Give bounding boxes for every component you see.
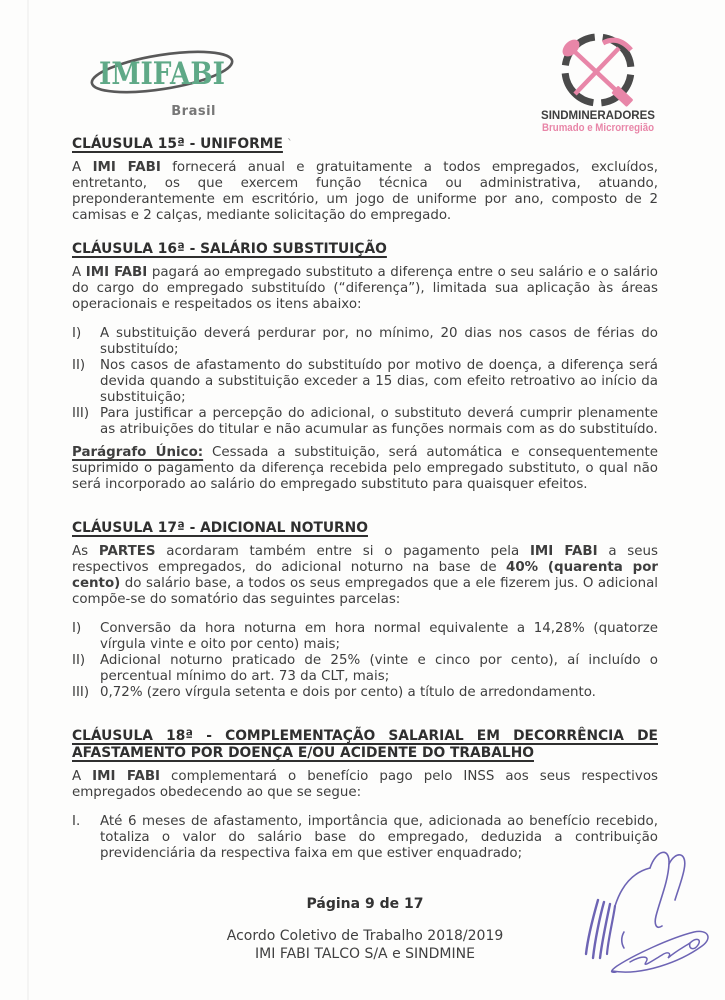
page-footer <box>72 896 658 962</box>
clause-18-section <box>72 728 658 862</box>
sindmineradores-logo <box>527 30 669 138</box>
clause-16-title: CLÁUSULA 16ª - SALÁRIO SUBSTITUIÇÃO <box>72 241 387 257</box>
list-text: Adicional noturno praticado de 25% (vinte e cinco por cento), aí incluído o percentual mínimo do art. 73 da CLT, mais; <box>100 653 658 684</box>
list-marker: III) <box>72 685 90 700</box>
clause-17-list <box>72 621 658 701</box>
list-item <box>72 814 658 862</box>
clause-15-paragraph: A IMI FABI fornecerá anual e gratuitamente a todos empregados, excluídos, entretanto, os que exercem função técnica ou administrativa, atuando, preponderantemente em escritório, um jogo de uniforme por ano, composto de 2 camisas e 2 calças, mediante solicitação do empregado. <box>72 160 658 223</box>
footer-agreement-title: Acordo Coletivo de Trabalho 2018/2019 <box>226 928 504 944</box>
clause-15-heading <box>72 136 658 153</box>
clause-17-title: CLÁUSULA 17ª - ADICIONAL NOTURNO <box>72 520 368 536</box>
list-item <box>72 406 658 438</box>
footer-parties: IMI FABI TALCO S/A e SINDMINE <box>255 946 475 962</box>
list-marker: II) <box>72 653 86 668</box>
clause-16-heading <box>72 241 658 258</box>
clause-18-heading <box>72 728 658 762</box>
list-marker: I) <box>72 621 82 636</box>
clause-16-paragraph: A IMI FABI pagará ao empregado substituto a diferença entre o seu salário e o salário do cargo do empregado substituído (“diferença”), limitada sua aplicação às áreas operacionais e respeitados os itens abaixo: <box>72 265 658 312</box>
list-text: Conversão da hora noturna em hora normal equivalente a 14,28% (quatorze vírgula vinte e oito por cento) mais; <box>100 621 658 652</box>
list-marker: II) <box>72 358 86 373</box>
clause-15-title: CLÁUSULA 15ª - UNIFORME <box>72 136 283 152</box>
list-item <box>72 653 658 685</box>
clause-17-section <box>72 520 658 701</box>
document-body <box>72 136 658 862</box>
list-text: A substituição deverá perdurar por, no mínimo, 20 dias nos casos de férias do substituído; <box>100 326 658 357</box>
scan-artifact-mark: ` <box>286 137 293 151</box>
list-text: Para justificar a percepção do adicional, o substituto deverá cumprir plenamente as atribuições do titular e não acumular as funções normais com as do substituído. <box>100 406 658 437</box>
imifabi-wordmark-icon <box>86 46 238 106</box>
list-marker: I) <box>72 326 82 341</box>
list-item <box>72 358 658 406</box>
clause-15-section <box>72 136 658 224</box>
clause-18-title: CLÁUSULA 18ª - COMPLEMENTAÇÃO SALARIAL EM DECORRÊNCIA DE AFASTAMENTO POR DOENÇA E/OU ACIDENTE DO TRABALHO <box>72 728 658 761</box>
list-item <box>72 685 658 701</box>
list-marker: I. <box>72 814 81 829</box>
list-item <box>72 621 658 653</box>
clause-17-heading <box>72 520 658 537</box>
sindmineradores-region: Brumado e Microrregião <box>542 122 655 134</box>
sindmineradores-emblem-icon <box>527 30 669 134</box>
scan-streak-artifact <box>27 0 29 1000</box>
list-text: 0,72% (zero vírgula setenta e dois por cento) a título de arredondamento. <box>100 685 596 700</box>
page-number: Página 9 de 17 <box>306 896 424 912</box>
paragrafo-unico: Parágrafo Único: Cessada a substituição, será automática e consequentemente suprimido o pagamento da diferença recebida pelo empregado substituto, o qual não será incorporado ao salário do empregado substituto para quaisquer efeitos. <box>72 445 658 492</box>
imifabi-logo <box>86 46 238 119</box>
clause-17-paragraph: As PARTES acordaram também entre si o pagamento pela IMI FABI a seus respectivos empregados, do adicional noturno na base de 40% (quarenta por cento) do salário base, a todos os seus empregados que a ele fizerem jus. O adicional compõe-se do somatório das seguintes parcelas: <box>72 544 658 607</box>
imifabi-wordmark: IMIFABI <box>99 56 225 92</box>
clause-18-paragraph: A IMI FABI complementará o benefício pago pelo INSS aos seus respectivos empregados obedecendo ao que se segue: <box>72 769 658 800</box>
sindmineradores-name: SINDMINERADORES <box>541 108 655 122</box>
clause-16-list <box>72 326 658 438</box>
list-text: Nos casos de afastamento do substituído por motivo de doença, a diferença será devida quando a substituição exceder a 15 dias, com efeito retroativo ao início da substituição; <box>100 358 658 405</box>
handwritten-signature <box>572 842 720 990</box>
imifabi-subtitle: Brasil <box>171 104 216 119</box>
clause-18-list <box>72 814 658 862</box>
list-text: Até 6 meses de afastamento, importância que, adicionada ao benefício recebido, totaliza o valor do salário base do empregado, deduzida a contribuição previdenciária da respectiva faixa em que estiver enquadrado; <box>100 814 658 861</box>
list-item <box>72 326 658 358</box>
list-marker: III) <box>72 406 90 421</box>
clause-16-section <box>72 241 658 493</box>
